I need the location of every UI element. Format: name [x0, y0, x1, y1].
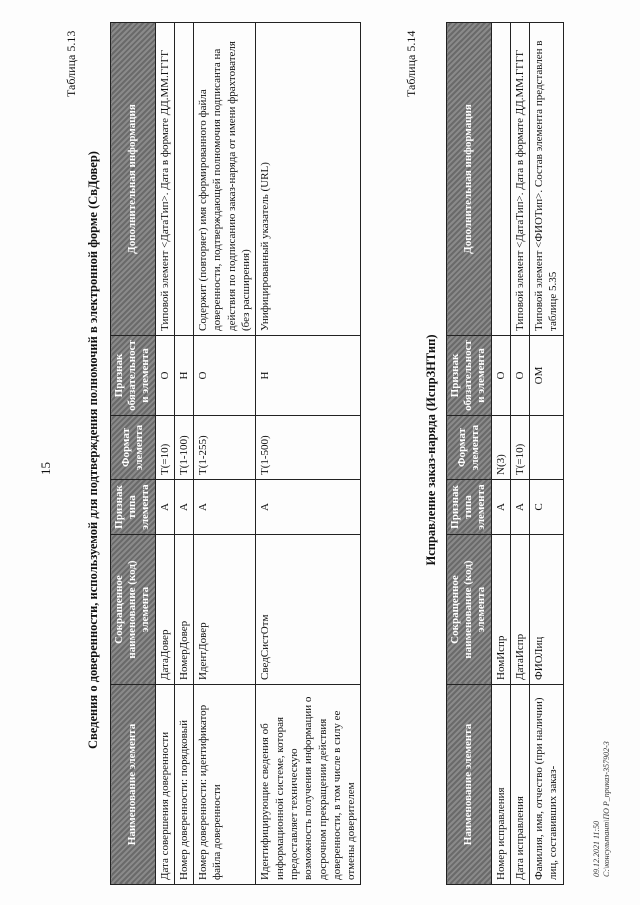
table1-header-cell: Сокращенное наименование (код) элемента: [111, 535, 156, 685]
table-cell: О: [155, 336, 174, 416]
table-row: [155, 23, 174, 885]
table-cell: О: [510, 336, 529, 416]
table-cell: А: [174, 480, 193, 535]
table1-header-cell: Признак обязательности элемента: [111, 336, 156, 416]
table-cell: [491, 23, 510, 336]
table-cell: Дата совершения доверенности: [155, 685, 174, 885]
table2-caption: Таблица 5.14: [404, 30, 418, 97]
table-row: [530, 23, 564, 885]
table-cell: [530, 416, 564, 480]
table2-header-cell: Признак типа элемента: [447, 480, 492, 535]
table-cell: Содержит (повторяет) имя сформированного файла доверенности, подтверждающей полномочия подписанта на действия по подписанию заказ-наряда от имени фрахтователя (без расширения): [194, 23, 256, 336]
table-cell: T(1-100): [174, 416, 193, 480]
table-cell: СведСистОтм: [256, 535, 361, 685]
table2-header-cell: Дополнительная информация: [447, 23, 492, 336]
table-cell: Типовой элемент <ДатаТип>. Дата в формате ДД.ММ.ГГГГ: [155, 23, 174, 336]
table2-header-cell: Признак обязательности элемента: [447, 336, 492, 416]
table2: [446, 22, 564, 885]
table1-header-cell: Признак типа элемента: [111, 480, 156, 535]
table-cell: ДатаДовер: [155, 535, 174, 685]
table-cell: N(3): [491, 416, 510, 480]
footer-stamp-date: 09.12.2021 11:50: [592, 820, 601, 877]
table-cell: Номер доверенности: идентификатор файла доверенности: [194, 685, 256, 885]
table1-header-cell: Наименование элемента: [111, 685, 156, 885]
table1: [110, 22, 361, 885]
table2-header-cell: Формат элемента: [447, 416, 492, 480]
table-row: [491, 23, 510, 885]
footer-stamp: [592, 741, 612, 877]
table-row: [510, 23, 529, 885]
table-cell: А: [194, 480, 256, 535]
table-cell: А: [510, 480, 529, 535]
table-cell: Типовой элемент <ДатаТип>. Дата в формате ДД.ММ.ГГГГ: [510, 23, 529, 336]
table-cell: Фамилия, имя, отчество (при наличии) лиц, составивших заказ-: [530, 685, 564, 885]
table-cell: Типовой элемент <ФИОТип>. Состав элемента представлен в таблице 5.35: [530, 23, 564, 336]
table-cell: О: [194, 336, 256, 416]
table-cell: ДатаИспр: [510, 535, 529, 685]
table2-header-row: [447, 23, 492, 885]
table-cell: ОМ: [530, 336, 564, 416]
table1-header-cell: Формат элемента: [111, 416, 156, 480]
table-cell: [174, 23, 193, 336]
table-cell: T(=10): [155, 416, 174, 480]
table-row: [194, 23, 256, 885]
table-cell: НомИспр: [491, 535, 510, 685]
table1-title: Сведения о доверенности, используемой для подтверждения полномочий в электронной форме (СвДовер): [86, 151, 100, 749]
table2-header-cell: Сокращенное наименование (код) элемента: [447, 535, 492, 685]
table-cell: А: [491, 480, 510, 535]
table-cell: А: [155, 480, 174, 535]
table1-header-row: [111, 23, 156, 885]
table-cell: Н: [256, 336, 361, 416]
table-cell: А: [256, 480, 361, 535]
table1-caption: Таблица 5.13: [64, 30, 78, 97]
table-row: [174, 23, 193, 885]
table-row: [256, 23, 361, 885]
table-cell: О: [491, 336, 510, 416]
table-cell: Номер доверенности: порядковый: [174, 685, 193, 885]
table-cell: Номер исправления: [491, 685, 510, 885]
table-cell: С: [530, 480, 564, 535]
table-cell: НомерДовер: [174, 535, 193, 685]
table-cell: Дата исправления: [510, 685, 529, 885]
table2-title: Исправление заказ-наряда (ИспрЗНТип): [424, 334, 438, 566]
table-cell: ИдентДовер: [194, 535, 256, 685]
table-cell: T(1-255): [194, 416, 256, 480]
table-cell: ФИОЛиц: [530, 535, 564, 685]
footer-stamp-path: С:\консультант\ПО Р_приказ-357902-3: [602, 741, 611, 877]
table-cell: T(=10): [510, 416, 529, 480]
table-cell: Н: [174, 336, 193, 416]
table-cell: Унифицированный указатель (URL): [256, 23, 361, 336]
table-cell: T(1-500): [256, 416, 361, 480]
page-number: 15: [38, 462, 53, 475]
table-cell: Идентифицирующие сведения об информационной системе, которая предоставляет техническую возможность получения информации о досрочном прекращении действия доверенности, в том числе в силу ее отмены доверителем: [256, 685, 361, 885]
table2-header-cell: Наименование элемента: [447, 685, 492, 885]
table1-header-cell: Дополнительная информация: [111, 23, 156, 336]
